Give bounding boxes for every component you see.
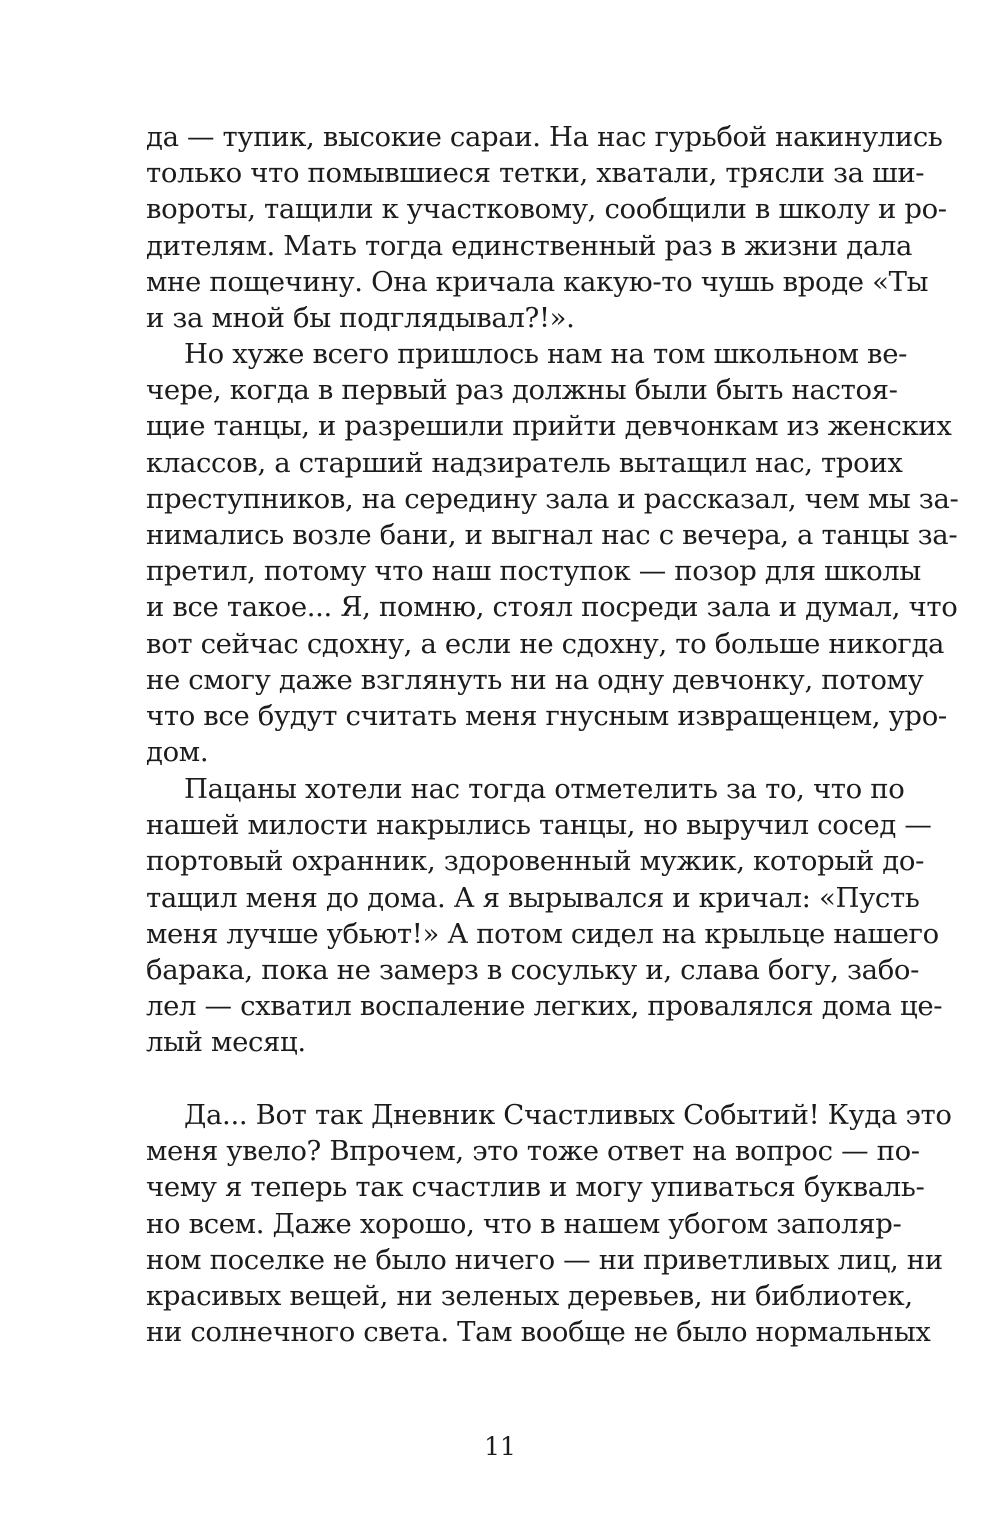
paragraph-continuation [146, 119, 947, 336]
paragraph-rescue [146, 771, 943, 1061]
text-line: Пацаны хотели нас тогда отметелить за то, что по [184, 773, 905, 805]
paragraph-school-evening [146, 336, 959, 770]
text-line: барака, пока не замерз в сосульку и, слава богу, забо- [146, 953, 920, 986]
text-line: и все такое... Я, помню, стоял посреди зала и думал, что [146, 591, 958, 624]
text-line: классов, а старший надзиратель вытащил нас, троих [146, 446, 903, 479]
text-line: портовый охранник, здоровенный мужик, который до- [146, 845, 925, 878]
text-line: дителям. Мать тогда единственный раз в жизни дала [146, 229, 913, 262]
text-line: дом. [146, 736, 209, 769]
text-line: меня увело? Впрочем, это тоже ответ на вопрос — по- [146, 1135, 920, 1168]
text-line: ном поселке не было ничего — ни приветливых лиц, ни [146, 1243, 943, 1276]
text-line: красивых вещей, ни зеленых деревьев, ни библиотек, [146, 1279, 913, 1312]
paragraph-diary [146, 1097, 952, 1350]
text-line: тащил меня до дома. А я вырывался и кричал: «Пусть [146, 881, 920, 914]
text-line: чему я теперь так счастлив и могу упиваться букваль- [146, 1171, 925, 1204]
text-line: нимались возле бани, и выгнал нас с вечера, а танцы за- [146, 518, 958, 551]
text-line: мне пощечину. Она кричала какую-то чушь вроде «Ты [146, 265, 929, 298]
text-line: претил, потому что наш поступок — позор для школы [146, 555, 921, 588]
text-line: Но хуже всего пришлось нам на том школьном ве- [184, 338, 908, 370]
text-line: лел — схватил воспаление легких, провалялся дома це- [146, 990, 943, 1023]
text-line: меня лучше убьют!» А потом сидел на крыльце нашего [146, 917, 939, 950]
text-line: и за мной бы подглядывал?!». [146, 301, 575, 334]
text-line: щие танцы, и разрешили прийти девчонкам из женских [146, 410, 952, 443]
text-line: преступников, на середину зала и рассказал, чем мы за- [146, 482, 959, 515]
page-number: 11 [484, 1432, 516, 1461]
text-line: ни солнечного света. Там вообще не было нормальных [146, 1316, 931, 1349]
text-line: но всем. Даже хорошо, что в нашем убогом заполяр- [146, 1207, 902, 1240]
text-line: вороты, тащили к участковому, сообщили в школу и ро- [146, 193, 947, 226]
text-line: что все будут считать меня гнусным извращенцем, уро- [146, 699, 947, 732]
text-line: не смогу даже взглянуть ни на одну девчонку, потому [146, 663, 924, 696]
text-line: вот сейчас сдохну, а если не сдохну, то больше никогда [146, 627, 945, 660]
text-line: чере, когда в первый раз должны были быть настоя- [146, 374, 898, 407]
text-line: только что помывшиеся тетки, хватали, трясли за ши- [146, 157, 925, 190]
text-line: лый месяц. [146, 1026, 306, 1059]
text-line: нашей милости накрылись танцы, но выручил сосед — [146, 809, 932, 842]
text-line: да — тупик, высокие сараи. На нас гурьбой накинулись [146, 121, 943, 153]
text-line: Да... Вот так Дневник Счастливых Событий! Куда это [184, 1099, 952, 1131]
